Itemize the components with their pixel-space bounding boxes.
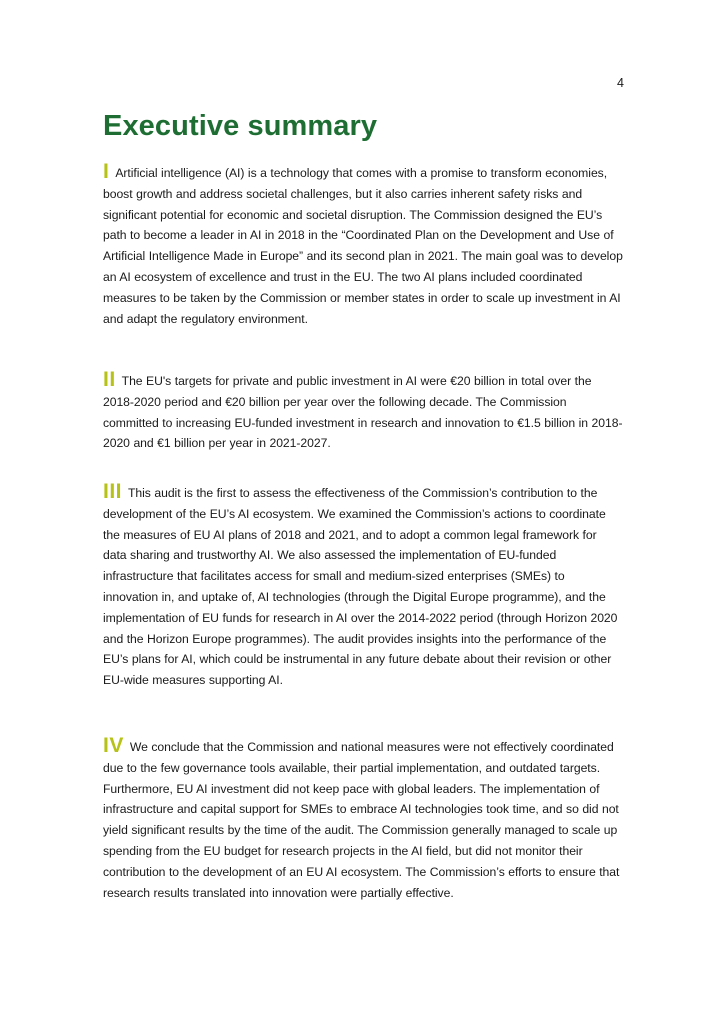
paragraph-number: IV [103, 734, 124, 757]
page-title: Executive summary [103, 110, 378, 142]
paragraph-text: This audit is the first to assess the effectiveness of the Commission’s contribution to the development of the EU’s AI ecosystem. We examined the Commission’s actions to coordinate the measures of EU AI plans of 2018 and 2021, and to adopt a common legal framework for data sharing and trustworthy AI. We also assessed the implementation of EU-funded infrastructure that facilitates access for small and medium-sized enterprises (SMEs) to innovation in, and uptake of, AI technologies (through the Digital Europe programme), and the implementation of EU funds for research in AI over the 2014-2022 period (through Horizon 2020 and the Horizon Europe programmes). The audit provides insights into the performance of the EU’s plans for AI, which could be instrumental in any future debate about their revision or other EU-wide measures supporting AI. [103, 486, 618, 688]
paragraph-number: I [103, 160, 110, 183]
paragraph-text: Artificial intelligence (AI) is a technology that comes with a promise to transform economies, boost growth and address societal challenges, but it also carries inherent safety risks and significant potential for economic and societal disruption. The Commission designed the EU’s path to become a leader in AI in 2018 in the “Coordinated Plan on the Development and Use of Artificial Intelligence Made in Europe” and its second plan in 2021. The main goal was to develop an AI ecosystem of excellence and trust in the EU. The two AI plans included coordinated measures to be taken by the Commission or member states in order to scale up investment in AI and adapt the regulatory environment. [103, 166, 623, 326]
paragraph-2 [103, 370, 623, 454]
paragraph-3 [103, 482, 623, 691]
paragraph-text: The EU's targets for private and public investment in AI were €20 billion in total over the 2018-2020 period and €20 billion per year over the following decade. The Commission committed to increasing EU-funded investment in research and innovation to €1.5 billion in 2018-2020 and €1 billion per year in 2021-2027. [103, 374, 623, 451]
paragraph-text: We conclude that the Commission and national measures were not effectively coordinated due to the few governance tools available, their partial implementation, and outdated targets. Furthermore, EU AI investment did not keep pace with global leaders. The implementation of infrastructure and capital support for SMEs to embrace AI technologies took time, and so did not yield significant results by the time of the audit. The Commission generally managed to scale up spending from the EU budget for research projects in the AI field, but did not monitor their contribution to the development of an EU AI ecosystem. The Commission’s efforts to ensure that research results translated into innovation were partially effective. [103, 740, 620, 900]
paragraph-1 [103, 162, 623, 329]
paragraph-4 [103, 736, 623, 903]
paragraph-number: II [103, 368, 116, 391]
paragraph-number: III [103, 480, 123, 503]
page-number: 4 [617, 76, 624, 90]
